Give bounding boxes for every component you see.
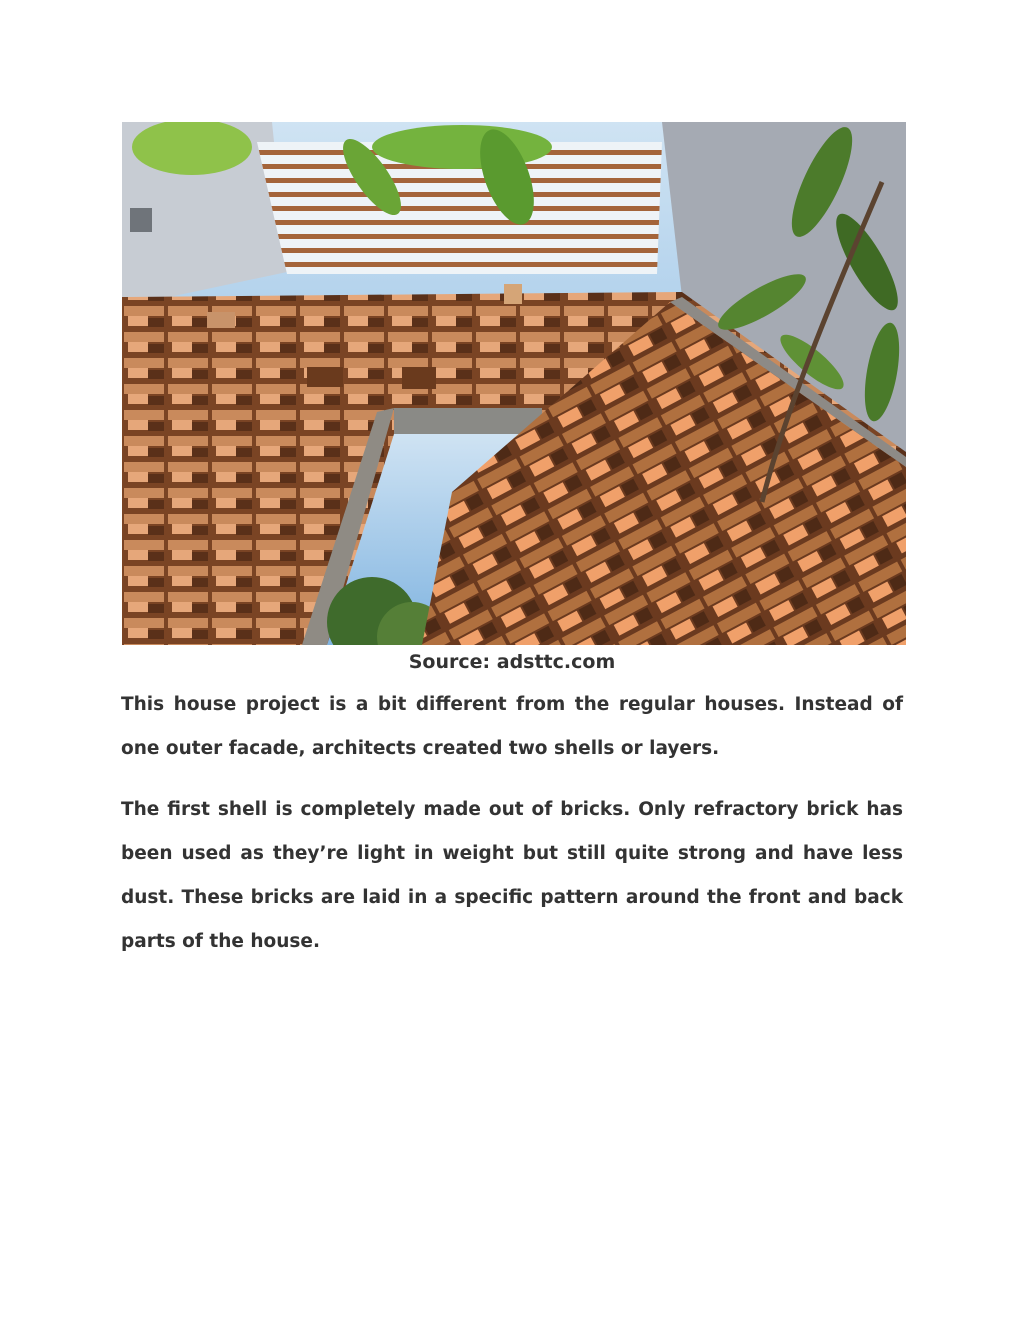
foliage-top <box>372 125 552 169</box>
brick-facade-photo <box>122 122 906 645</box>
brick-facade-illustration <box>122 122 906 645</box>
paragraph-bricks: The first shell is completely made out of bricks. Only refractory brick has been used as they’re light in weight but still quite strong and have less dust. These bricks are laid in a specific pattern around the front and back parts of the house. <box>121 799 903 952</box>
paragraph-intro: This house project is a bit different from the regular houses. Instead of one outer facade, architects created two shells or layers. <box>121 694 903 759</box>
image-caption: Source: adsttc.com <box>408 651 616 673</box>
